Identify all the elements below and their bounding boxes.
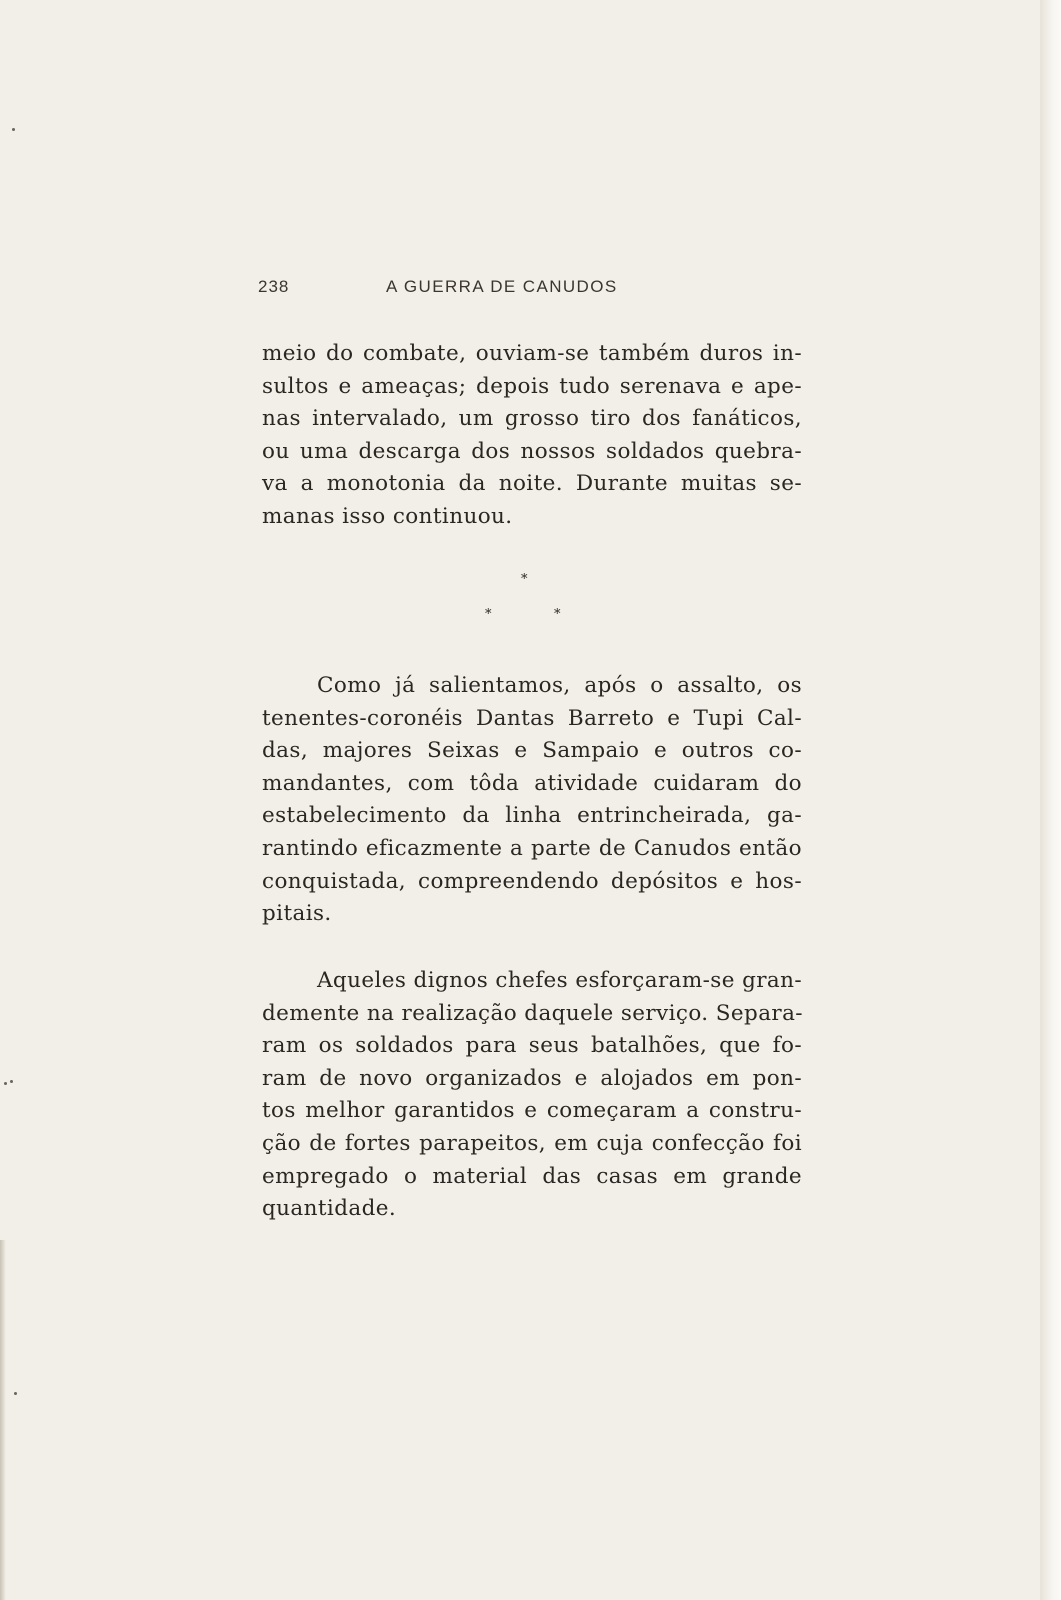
running-title: A GUERRA DE CANUDOS	[386, 277, 618, 296]
text-line: Aqueles dignos chefes esforçaram-se gran-	[317, 968, 803, 993]
text-line: ou uma descarga dos nossos soldados quebra-	[262, 438, 802, 464]
page-edge	[1040, 0, 1061, 1600]
paragraph-1	[262, 338, 802, 534]
text-line: rantindo eficazmente a parte de Canudos então	[262, 835, 802, 861]
text-line: mandantes, com tôda atividade cuidaram do	[262, 770, 802, 796]
running-head	[258, 277, 678, 301]
text-line: sultos e ameaças; depois tudo serenava e ape-	[262, 373, 802, 399]
text-line: nas intervalado, um grosso tiro dos fanáticos,	[262, 406, 802, 432]
page-number: 238	[258, 277, 290, 296]
section-separator-star: *	[521, 572, 528, 587]
text-line: pitais.	[262, 901, 332, 927]
text-line: tos melhor garantidos e começaram a constru-	[262, 1098, 802, 1124]
text-line: tenentes-coronéis Dantas Barreto e Tupi Cal-	[262, 705, 802, 731]
paper-speck	[14, 1392, 17, 1395]
text-line: va a monotonia da noite. Durante muitas se-	[262, 471, 802, 497]
text-line: demente na realização daquele serviço. Separa-	[262, 1000, 803, 1026]
text-line: Como já salientamos, após o assalto, os	[317, 673, 802, 698]
text-line: ram de novo organizados e alojados em pon-	[262, 1065, 802, 1091]
text-line: das, majores Seixas e Sampaio e outros co-	[262, 738, 802, 764]
paragraph-3	[262, 965, 802, 1226]
text-line: empregado o material das casas em grande	[262, 1163, 802, 1189]
paper-speck	[10, 1080, 13, 1083]
text-line: manas isso continuou.	[262, 503, 513, 529]
section-separator-star: *	[554, 607, 561, 622]
page-binding-shadow	[0, 1240, 6, 1600]
text-line: ram os soldados para seus batalhões, que fo-	[262, 1033, 802, 1059]
paper-speck	[4, 1082, 7, 1085]
paper-speck	[12, 128, 15, 131]
text-line: quantidade.	[262, 1196, 397, 1222]
text-line: conquistada, compreendendo depósitos e hos-	[262, 868, 802, 894]
paragraph-2	[262, 670, 802, 931]
text-line: estabelecimento da linha entrincheirada, ga-	[262, 803, 802, 829]
text-line: meio do combate, ouviam-se também duros in-	[262, 341, 802, 366]
section-separator-star: *	[485, 607, 492, 622]
text-line: ção de fortes parapeitos, em cuja confecção foi	[262, 1130, 802, 1156]
